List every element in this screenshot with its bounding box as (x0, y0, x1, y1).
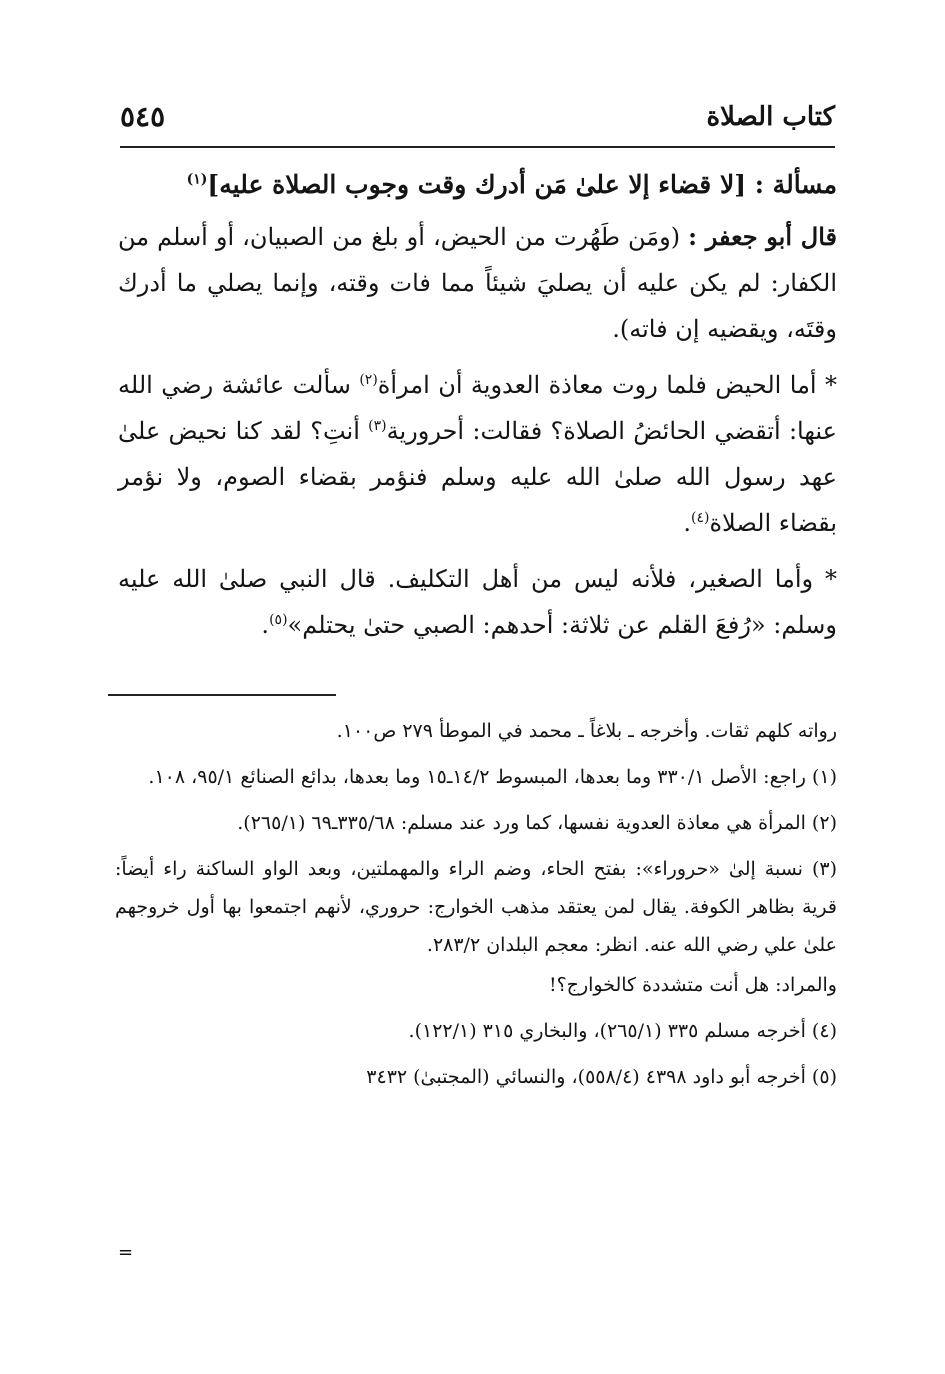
page-number: ٥٤٥ (120, 100, 166, 133)
footnote-ref: (٢) (359, 372, 378, 388)
continuation-mark: = (118, 1242, 134, 1263)
paragraph (118, 556, 837, 648)
footnote-4: (٤) أخرجه مسلم ٣٣٥ (٢٦٥/١)، والبخاري ٣١٥ (١٢٢/١). (408, 1020, 837, 1042)
running-title: كتاب الصلاة (706, 102, 835, 132)
paragraph-text: . (261, 611, 270, 639)
main-text (118, 162, 837, 658)
paragraph (118, 362, 837, 546)
paragraph-text: * أما الحيض فلما روت معاذة العدوية أن امرأة (377, 371, 838, 399)
footnote-3-continued: والمراد: هل أنت متشددة كالخوارج؟! (548, 974, 837, 996)
paragraph-text: * وأما الصغير، فلأنه ليس من أهل التكليف. قال النبي صلىٰ الله عليه وسلم: «رُفعَ القلم عن ثلاثة: أحدهم: الصبي حتىٰ يحتلم» (118, 565, 837, 639)
footnote-ref: (٣) (368, 418, 387, 434)
footnote-2: (٢) المرأة هي معاذة العدوية نفسها، كما ورد عند مسلم: ٣٣٥/٦٨ـ٦٩ (٢٦٥/١). (237, 812, 837, 834)
footnotes (115, 712, 837, 1104)
paragraph-lead: قال أبو جعفر : (688, 222, 837, 251)
footnote-separator (108, 694, 336, 696)
section-heading (118, 162, 837, 208)
paragraph (118, 214, 837, 352)
page-header (120, 96, 835, 148)
footnote-carry-over: رواته كلهم ثقات. وأخرجه ـ بلاغاً ـ محمد في الموطأ ٢٧٩ ص١٠٠. (336, 720, 837, 742)
footnote-5: (٥) أخرجه أبو داود ٤٣٩٨ (٥٥٨/٤)، والنسائي (المجتبىٰ) ٣٤٣٢ (366, 1066, 837, 1088)
footnote-ref: (١) (186, 171, 208, 188)
footnote-3: (٣) نسبة إلىٰ «حروراء»: بفتح الحاء، وضم الراء والمهملتين، وبعد الواو الساكنة راء أيضاً: قرية بظاهر الكوفة. يقال لمن يعتقد مذهب الخوارج: حروري، لأنهم اجتمعوا بها أول خروجهم علىٰ علي رضي الله عنه. انظر: معجم البلدان ٢٨٣/٢. (115, 858, 837, 956)
footnote-1: (١) راجع: الأصل ٣٣٠/١ وما بعدها، المبسوط ١٤/٢ـ١٥ وما بعدها، بدائع الصنائع ٩٥/١، ١٠٨. (148, 766, 837, 788)
paragraph-text: أنتِ؟ لقد كنا نحيض علىٰ عهد رسول الله صلىٰ الله عليه وسلم فنؤمر بقضاء الصوم، ولا نؤمر بقضاء الصلاة (118, 417, 837, 537)
paragraph-text: (ومَن طَهُرت من الحيض، أو بلغ من الصبيان، أو أسلم من الكفار: لم يكن عليه أن يصليَ شيئاً مما فات وقته، وإنما يصلي ما أدرك وقتَه، ويقضيه إن فاته). (118, 223, 837, 343)
heading-text: مسألة : [لا قضاء إلا علىٰ مَن أدرك وقت وجوب الصلاة عليه] (207, 170, 837, 199)
footnote-ref: (٤) (690, 510, 710, 526)
paragraph-text: . (683, 509, 691, 537)
footnote-ref: (٥) (269, 612, 288, 628)
paragraph-text: سألت عائشة رضي الله عنها: أتقضي الحائضُ الصلاة؟ فقالت: أحرورية (118, 371, 837, 445)
